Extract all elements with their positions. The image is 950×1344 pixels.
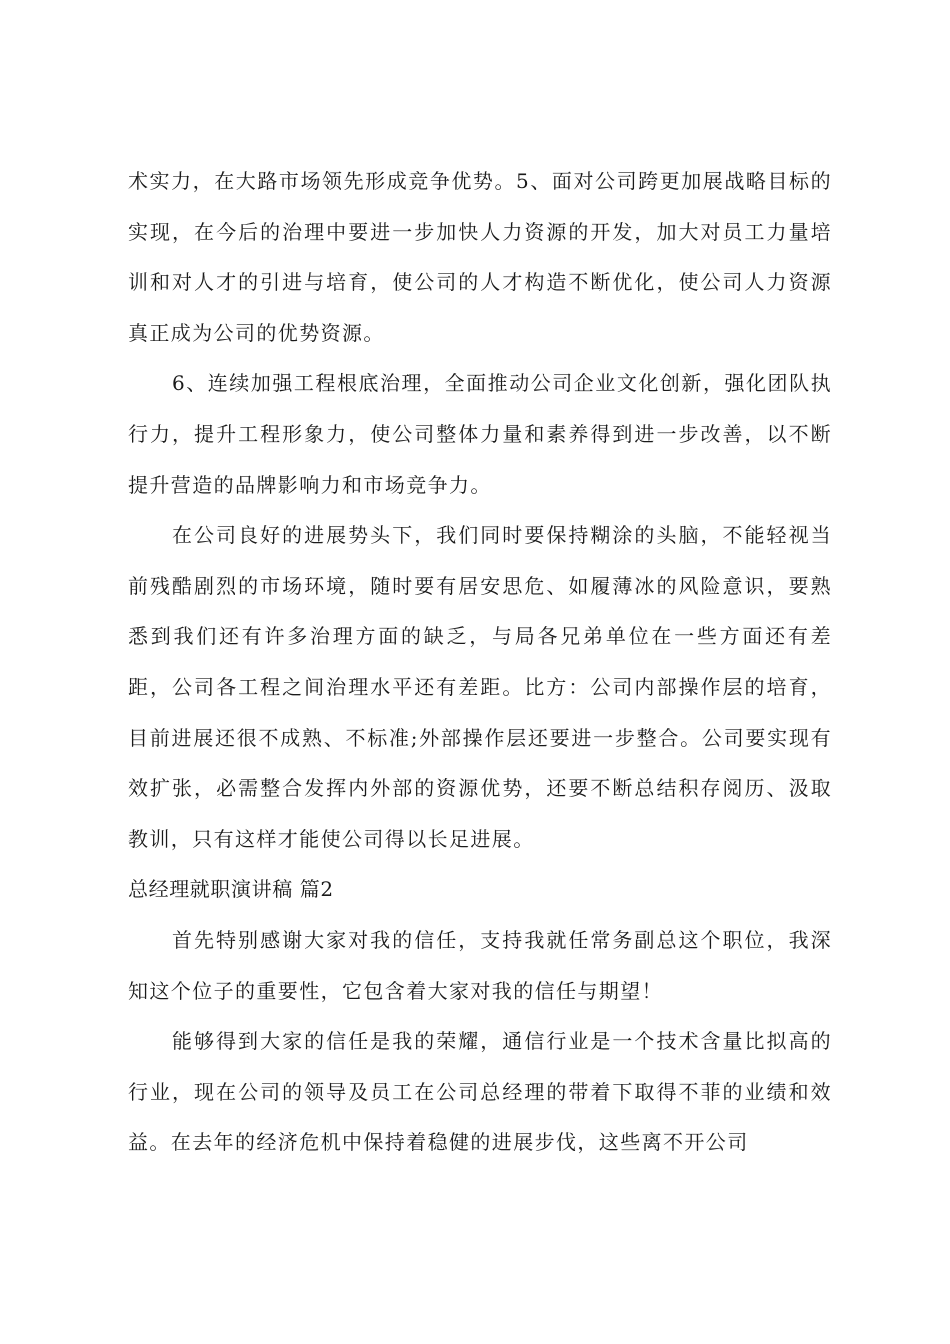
paragraph-thanks: 首先特别感谢大家对我的信任，支持我就任常务副总这个职位，我深知这个位子的重要性，它包含着大家对我的信任与期望！	[128, 927, 832, 1003]
paragraph-market-risk: 在公司良好的进展势头下，我们同时要保持糊涂的头脑，不能轻视当前残酷剧烈的市场环境，随时要有居安思危、如履薄冰的风险意识，要熟悉到我们还有许多治理方面的缺乏，与局各兄弟单位在一些方面还有差距，公司各工程之间治理水平还有差距。比方：公司内部操作层的培育，目前进展还很不成熟、不标准;外部操作层还要进一步整合。公司要实现有效扩张，必需整合发挥内外部的资源优势，还要不断总结积存阅历、汲取教训，只有这样才能使公司得以长足进展。	[128, 523, 832, 851]
section-heading-speech-2: 总经理就职演讲稿 篇2	[128, 877, 334, 902]
paragraph-project-management: 6、连续加强工程根底治理，全面推动公司企业文化创新，强化团队执行力，提升工程形象力，使公司整体力量和素养得到进一步改善，以不断提升营造的品牌影响力和市场竞争力。	[128, 371, 832, 497]
paragraph-honor: 能够得到大家的信任是我的荣耀，通信行业是一个技术含量比拟高的行业，现在公司的领导及员工在公司总经理的带着下取得不菲的业绩和效益。在去年的经济危机中保持着稳健的进展步伐，这些离不开公司	[128, 1029, 832, 1155]
document-page	[128, 156, 832, 1168]
paragraph-talent-strategy: 术实力，在大路市场领先形成竞争优势。5、面对公司跨更加展战略目标的实现，在今后的治理中要进一步加快人力资源的开发，加大对员工力量培训和对人才的引进与培育，使公司的人才构造不断优化，使公司人力资源真正成为公司的优势资源。	[128, 169, 832, 345]
